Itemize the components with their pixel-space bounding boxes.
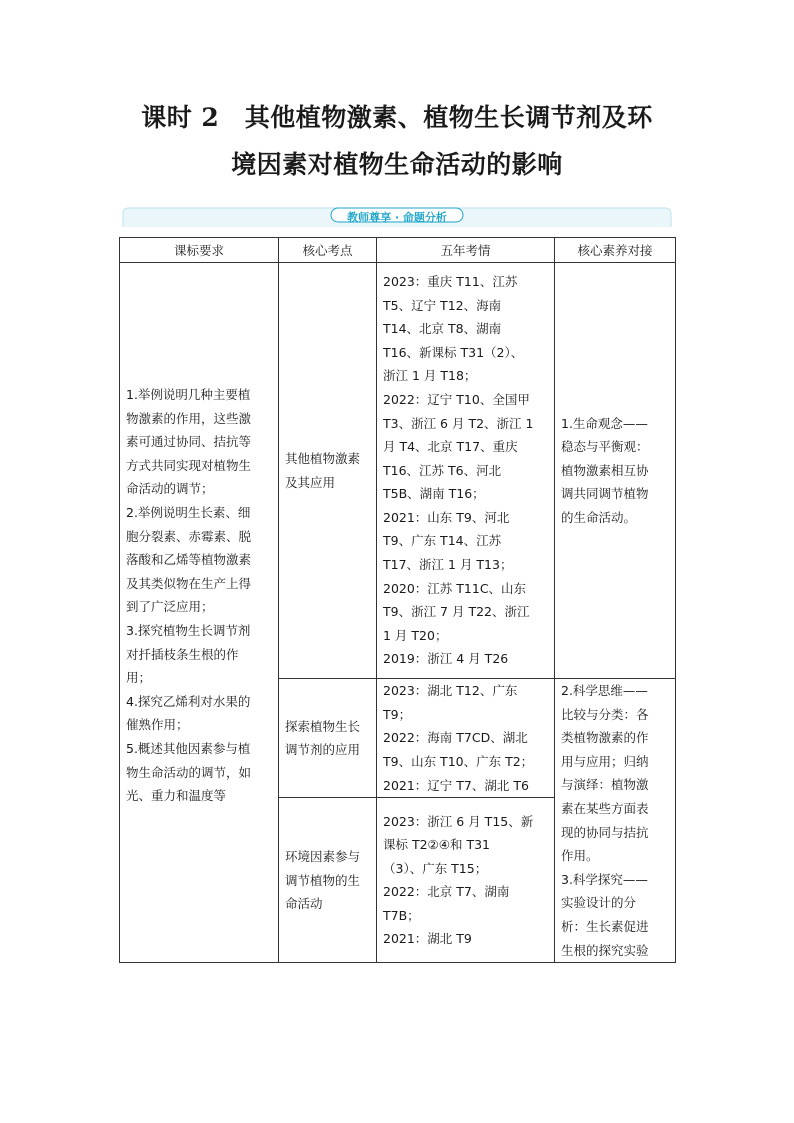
topic-line: 其他植物激素 [285, 450, 361, 466]
header-core-topic: 核心考点 [279, 238, 377, 263]
requirements-line: 5.概述其他因素参与植 [126, 740, 251, 756]
exam-line: 月 T4、北京 T17、重庆 [383, 439, 518, 455]
exams-cell [377, 679, 555, 798]
exam-line: T5、辽宁 T12、海南 [383, 297, 502, 313]
literacy-line: 类植物激素的作 [561, 730, 649, 746]
literacy-line: 比较与分类：各 [561, 706, 649, 722]
literacy-line: 植物激素相互协 [561, 462, 649, 478]
requirements-line: 1.举例说明几种主要植 [126, 387, 251, 402]
exam-line: 2020：江苏 T11C、山东 [383, 580, 527, 596]
topic-line: 探索植物生长 [285, 718, 361, 734]
exam-line: T16、江苏 T6、河北 [383, 462, 502, 478]
requirements-line: 及其类似物在生产上得 [126, 575, 252, 591]
literacy-line: 稳态与平衡观： [561, 439, 649, 455]
exam-line: （3）、广东 T15； [383, 860, 488, 876]
requirements-line: 用； [126, 670, 152, 686]
banner-label: 教师尊享 · 命题分析 [347, 211, 447, 224]
header-core-literacy: 核心素养对接 [555, 238, 676, 263]
exam-line: T5B、湖南 T16； [383, 486, 485, 502]
topic-cell [279, 798, 377, 963]
exam-line: T14、北京 T8、湖南 [383, 321, 502, 337]
exams-cell [377, 263, 555, 679]
exam-line: 2019：浙江 4 月 T26 [383, 651, 509, 667]
header-requirements: 课标要求 [120, 238, 279, 263]
literacy-line: 实验设计的分 [561, 895, 637, 911]
exam-line: 课标 T2②④和 T31 [383, 837, 490, 853]
literacy-line: 调共同调节植物 [561, 486, 649, 502]
requirements-line: 物生命活动的调节，如 [126, 764, 252, 780]
exam-line: 2022：辽宁 T10、全国甲 [383, 391, 530, 407]
requirements-line: 方式共同实现对植物生 [126, 457, 252, 473]
exam-analysis-table [119, 237, 676, 963]
requirements-line: 光、重力和温度等 [126, 788, 227, 804]
lesson-title-line-1: 课时 2 其他植物激素、植物生长调节剂及环 [141, 103, 653, 132]
exam-line: 2023：浙江 6 月 T15、新 [383, 813, 534, 829]
exam-line: T7B； [383, 907, 420, 923]
table-row [120, 263, 676, 679]
exam-line: 2022：北京 T7、湖南 [383, 884, 510, 900]
requirements-line: 对扦插枝条生根的作 [126, 646, 239, 662]
exam-line: 浙江 1 月 T18； [383, 368, 477, 384]
exam-line: 2021：山东 T9、河北 [383, 509, 510, 525]
exam-line: 2023：重庆 T11、江苏 [383, 273, 518, 289]
exam-line: 2021：湖北 T9 [383, 931, 472, 947]
topic-line: 及其应用 [285, 474, 336, 490]
literacy-line: 用与应用；归纳 [561, 753, 649, 769]
topic-line: 环境因素参与 [285, 848, 361, 864]
exam-line: T17、浙江 1 月 T13； [383, 557, 513, 573]
literacy-cell [555, 679, 676, 963]
literacy-line: 1.生命观念—— [561, 415, 648, 431]
lesson-title-line-2: 境因素对植物生命活动的影响 [231, 150, 563, 179]
topic-line: 调节植物的生 [285, 872, 361, 888]
exam-line: T3、浙江 6 月 T2、浙江 1 [383, 415, 534, 431]
topic-cell [279, 679, 377, 798]
literacy-cell [555, 263, 676, 679]
exam-line: 2021：辽宁 T7、湖北 T6 [383, 777, 529, 793]
literacy-line: 3.科学探究—— [561, 871, 648, 887]
exam-line: T9、山东 T10、广东 T2； [383, 754, 534, 770]
requirements-cell [120, 263, 279, 963]
section-banner [121, 206, 673, 228]
exam-line: T9、浙江 7 月 T22、浙江 [383, 604, 530, 620]
literacy-line: 生根的探究实验 [561, 942, 649, 958]
literacy-line: 析：生长素促进 [561, 918, 649, 934]
requirements-line: 催熟作用； [126, 717, 189, 733]
requirements-line: 落酸和乙烯等植物激素 [126, 552, 252, 568]
literacy-line: 现的协同与拮抗 [561, 824, 649, 840]
requirements-line: 胞分裂素、赤霉素、脱 [126, 528, 252, 544]
topic-line: 调节剂的应用 [285, 742, 361, 758]
requirements-line: 到了广泛应用； [126, 599, 214, 615]
literacy-line: 2.科学思维—— [561, 683, 648, 698]
literacy-line: 与演绎：植物激 [561, 777, 649, 793]
topic-line: 命活动 [285, 896, 323, 912]
requirements-line: 2.举例说明生长素、细 [126, 504, 251, 520]
literacy-line: 作用。 [561, 848, 599, 864]
requirements-line: 3.探究植物生长调节剂 [126, 622, 251, 638]
exam-line: 2023：湖北 T12、广东 [383, 683, 518, 699]
requirements-line: 物激素的作用，这些激 [126, 410, 252, 426]
requirements-line: 命活动的调节； [126, 481, 214, 497]
exam-line: 1 月 T20； [383, 627, 448, 643]
exam-line: 2022：海南 T7CD、湖北 [383, 730, 528, 746]
exams-cell [377, 798, 555, 963]
table-header-row [120, 238, 676, 263]
literacy-line: 的生命活动。 [561, 509, 637, 525]
topic-cell [279, 263, 377, 679]
exam-line: T9； [383, 706, 412, 722]
literacy-line: 素在某些方面表 [561, 800, 649, 816]
requirements-line: 素可通过协同、拮抗等 [126, 434, 252, 450]
exam-line: T9、广东 T14、江苏 [383, 533, 502, 549]
requirements-line: 4.探究乙烯利对水果的 [126, 693, 251, 709]
header-five-year-exams: 五年考情 [377, 238, 555, 263]
exam-line: T16、新课标 T31（2）、 [383, 344, 524, 360]
